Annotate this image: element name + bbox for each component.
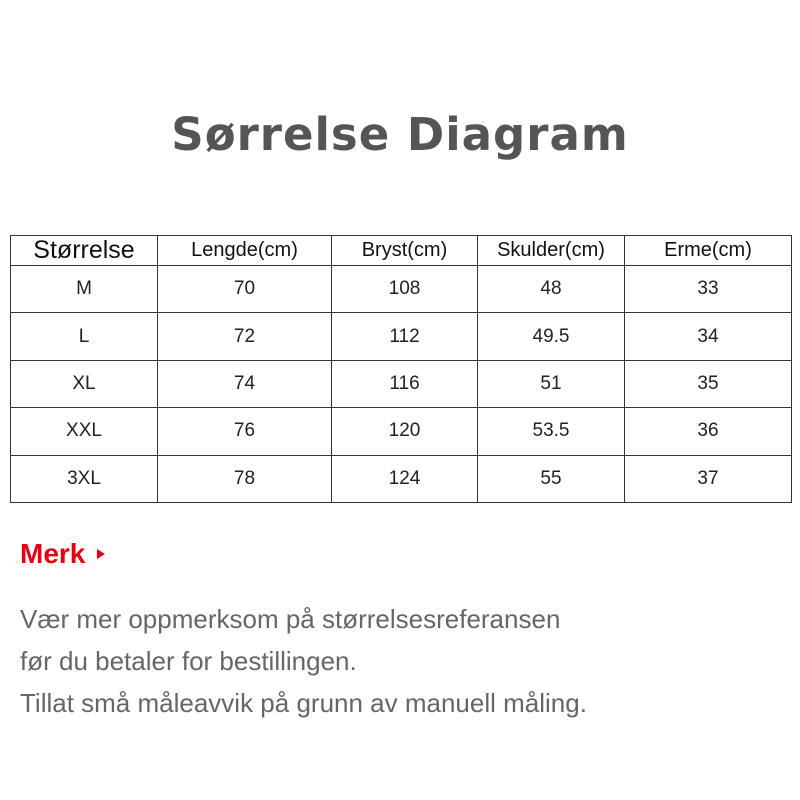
cell-sleeve: 37 (625, 455, 792, 502)
cell-chest: 124 (332, 455, 478, 502)
cell-shoulder: 48 (478, 266, 625, 313)
cell-length: 70 (158, 266, 332, 313)
cell-shoulder: 51 (478, 360, 625, 407)
header-length: Lengde(cm) (158, 236, 332, 266)
note-text (20, 598, 587, 724)
cell-sleeve: 34 (625, 313, 792, 360)
size-chart-table (10, 235, 792, 503)
cell-sleeve: 35 (625, 360, 792, 407)
cell-sleeve: 36 (625, 408, 792, 455)
cell-size: XXL (11, 408, 158, 455)
cell-length: 78 (158, 455, 332, 502)
cell-shoulder: 49.5 (478, 313, 625, 360)
cell-size: 3XL (11, 455, 158, 502)
cell-size: M (11, 266, 158, 313)
cell-length: 72 (158, 313, 332, 360)
table-row (11, 313, 792, 360)
note-line: Vær mer oppmerksom på størrelsesreferansen (20, 604, 561, 634)
note-line: Tillat små måleavvik på grunn av manuell måling. (20, 688, 587, 718)
table-header-row (11, 236, 792, 266)
table-row (11, 360, 792, 407)
cell-chest: 112 (332, 313, 478, 360)
cell-length: 76 (158, 408, 332, 455)
cell-shoulder: 55 (478, 455, 625, 502)
header-size: Størrelse (11, 236, 158, 266)
cell-sleeve: 33 (625, 266, 792, 313)
note-line: før du betaler for bestillingen. (20, 646, 357, 676)
page-title: Sørrelse Diagram (171, 108, 629, 161)
triangle-right-icon (97, 549, 105, 559)
cell-size: L (11, 313, 158, 360)
cell-shoulder: 53.5 (478, 408, 625, 455)
header-chest: Bryst(cm) (332, 236, 478, 266)
cell-chest: 116 (332, 360, 478, 407)
cell-chest: 108 (332, 266, 478, 313)
cell-size: XL (11, 360, 158, 407)
cell-chest: 120 (332, 408, 478, 455)
table-row (11, 455, 792, 502)
table-row (11, 408, 792, 455)
cell-length: 74 (158, 360, 332, 407)
header-sleeve: Erme(cm) (625, 236, 792, 266)
header-shoulder: Skulder(cm) (478, 236, 625, 266)
table-row (11, 266, 792, 313)
note-heading (20, 538, 105, 570)
note-heading-label: Merk (20, 538, 86, 569)
